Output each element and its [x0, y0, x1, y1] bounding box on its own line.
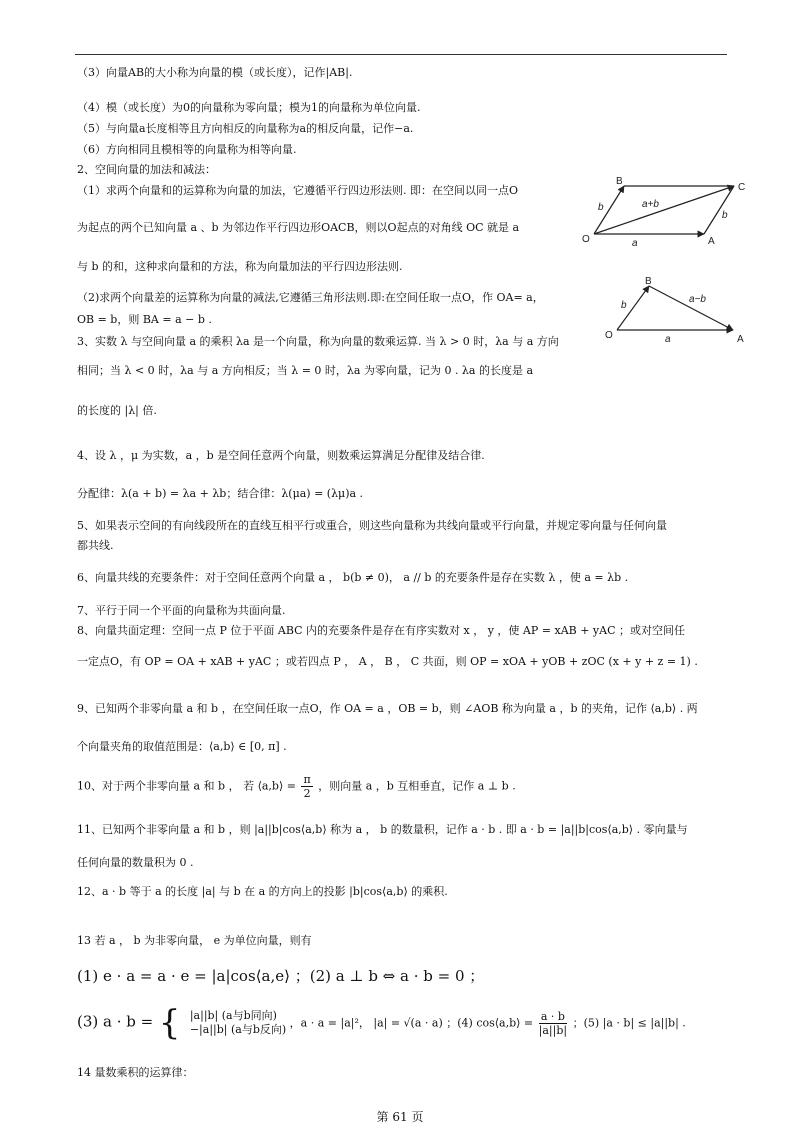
section-2-1-a: （1）求两个向量和的运算称为向量的加法，它遵循平行四边形法则. 即：在空间以同一点O [77, 184, 519, 197]
label-a-bottom: a [632, 238, 638, 249]
fraction-numerator: π [303, 773, 311, 786]
section-4-laws: 分配律：λ(a + b) = λa + λb；结合律：λ(μa) = (λμ)a . [77, 487, 364, 500]
section-13: 13 若 a ， b 为非零向量， e 为单位向量，则有 [77, 934, 312, 947]
section-12: 12、a · b 等于 a 的长度 |a| 与 b 在 a 的方向上的投影 |b|cos⟨a,b⟩ 的乘积. [77, 885, 448, 898]
section-2-2-b: OB = b，则 BA = a − b . [77, 313, 212, 326]
label-b-right: b [722, 210, 728, 221]
label-c-point: C [738, 182, 746, 193]
property-5: ；(5) |a · b| ≤ |a||b| . [572, 1016, 686, 1030]
section-3-c: 的长度的 |λ| 倍. [77, 404, 157, 417]
section-10-b: ，则向量 a ，b 互相垂直，记作 a ⊥ b . [318, 779, 516, 793]
tri-label-b: b [621, 300, 627, 311]
edge-ac [704, 186, 734, 234]
property-3-rest: ，a · a = |a|²， |a| = √(a · a) ；(4) cos⟨a,b⟩ = [289, 1016, 534, 1030]
section-13-1-2: (1) e · a = a · e = |a|cos⟨a,e⟩ ；(2) a ⊥ b ⇔ a · b = 0 ； [77, 967, 485, 985]
section-7: 7、平行于同一个平面的向量称为共面向量. [77, 604, 286, 617]
left-brace: { [158, 1003, 181, 1043]
label-o-point: O [582, 234, 590, 245]
section-10-a: 10、对于两个非零向量 a 和 b ， 若 ⟨a,b⟩ = [77, 779, 296, 793]
section-4: 4、设 λ ，μ 为实数，a ，b 是空间任意两个向量，则数乘运算满足分配律及结合律. [77, 449, 485, 462]
fraction-denominator: 2 [303, 787, 311, 801]
property-3-lhs: (3) a · b = [77, 1012, 154, 1031]
label-a-point: A [708, 236, 715, 247]
section-6: 6、向量共线的充要条件：对于空间任意两个向量 a ， b(b ≠ 0)， a // b 的充要条件是存在实数 λ ，使 a = λb . [77, 571, 629, 584]
tri-label-b-point: B [645, 276, 652, 287]
section-2-1-b: 为起点的两个已知向量 a 、b 为邻边作平行四边形OACB，则以O起点的对角线 OC 就是 a [77, 221, 520, 234]
piecewise-cases [190, 1009, 286, 1039]
section-5-a: 5、如果表示空间的有向线段所在的直线互相平行或重合，则这些向量称为共线向量或平行向量，并规定零向量与任何向量 [77, 519, 667, 532]
section-5-b: 都共线. [77, 539, 114, 552]
section-9-b: 个向量夹角的取值范围是：⟨a,b⟩ ∈ [0, π] . [77, 740, 287, 753]
fraction-pi-over-2 [301, 773, 312, 800]
section-2-title: 2、空间向量的加法和减法： [77, 163, 216, 176]
triangle-figure [605, 274, 755, 346]
tri-label-a-minus-b: a−b [689, 294, 706, 305]
section-2-1-c: 与 b 的和，这种求向量和的方法，称为向量加法的平行四边形法则. [77, 260, 403, 273]
label-b-left: b [598, 202, 604, 213]
tri-label-o-point: O [605, 330, 613, 341]
case-same-direction: |a||b| (a与b同向) [189, 1008, 277, 1022]
section-10 [77, 773, 516, 800]
header-rule [75, 54, 727, 55]
section-8-a: 8、向量共面定理：空间一点 P 位于平面 ABC 内的充要条件是存在有序实数对 x ， y ，使 AP = xAB + yAC ；或对空间任 [77, 624, 685, 637]
fraction-cos-numerator: a · b [539, 1010, 567, 1024]
fraction-cos-denominator: |a||b| [538, 1023, 568, 1037]
case-opposite-direction: −|a||b| (a与b反向) [189, 1023, 287, 1037]
section-3-b: 相同；当 λ < 0 时，λa 与 a 方向相反；当 λ = 0 时，λa 为零向量，记为 0 . λa 的长度是 a [77, 364, 534, 377]
section-13-3-5 [77, 1003, 686, 1044]
section-11-b: 任何向量的数量积为 0 . [77, 856, 194, 869]
page-number: 第 61 页 [376, 1110, 424, 1124]
line-4: （4）模（或长度）为0的向量称为零向量；模为1的向量称为单位向量. [77, 101, 421, 114]
label-b-point: B [616, 176, 623, 187]
line-3: （3）向量AB的大小称为向量的模（或长度），记作|AB|. [77, 66, 353, 79]
section-3-a: 3、实数 λ 与空间向量 a 的乘积 λa 是一个向量，称为向量的数乘运算. 当 λ > 0 时，λa 与 a 方向 [77, 335, 559, 348]
section-9-a: 9、已知两个非零向量 a 和 b ，在空间任取一点O，作 OA = a ，OB = b，则 ∠AOB 称为向量 a ，b 的夹角，记作 ⟨a,b⟩ . 两 [77, 702, 698, 715]
tri-vector-a-minus-b [649, 286, 733, 330]
section-8-b: 一定点O，有 OP = OA + xAB + yAC ；或若四点 P ， A ， B ， C 共面，则 OP = xOA + yOB + zOC (x + y + z = 1) . [77, 655, 698, 668]
line-5: （5）与向量a长度相等且方向相反的向量称为a的相反向量，记作−a. [77, 122, 414, 135]
section-2-2-a: （2)求两个向量差的运算称为向量的减法,它遵循三角形法则.即:在空间任取一点O，作 OA= a， [77, 291, 544, 304]
tri-label-a: a [665, 334, 671, 345]
parallelogram-figure [580, 172, 746, 252]
vector-sum-arrow [594, 186, 734, 234]
fraction-cos [539, 1010, 567, 1037]
tri-label-a-point: A [737, 334, 744, 345]
label-a-plus-b: a+b [642, 199, 659, 210]
section-14: 14 量数乘积的运算律： [77, 1066, 194, 1079]
line-6: （6）方向相同且模相等的向量称为相等向量. [77, 143, 297, 156]
section-11-a: 11、已知两个非零向量 a 和 b ，则 |a||b|cos⟨a,b⟩ 称为 a ， b 的数量积，记作 a · b . 即 a · b = |a||b|cos⟨a,b⟩ . 零向量与 [77, 823, 688, 836]
